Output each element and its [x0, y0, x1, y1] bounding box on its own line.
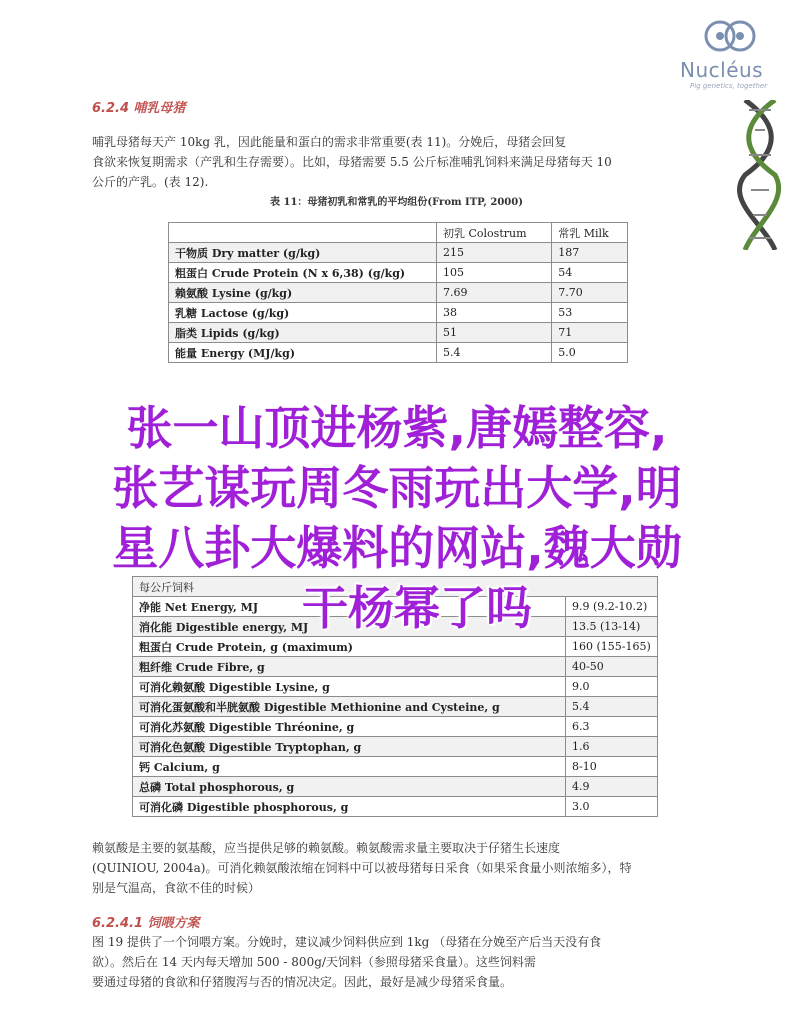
table-row — [133, 777, 658, 797]
table-cell: 53 — [552, 303, 628, 323]
table-cell: 13.5 (13-14) — [566, 617, 658, 637]
feeding-paragraph — [92, 932, 698, 992]
table-cell: 160 (155-165) — [566, 637, 658, 657]
row-label: 粗蛋白 Crude Protein (N x 6,38) (g/kg) — [169, 263, 437, 283]
table-row — [133, 637, 658, 657]
table-cell: 7.69 — [437, 283, 552, 303]
row-label: 干物质 Dry matter (g/kg) — [169, 243, 437, 263]
table-cell: 187 — [552, 243, 628, 263]
paragraph-line: 公斤的产乳。(表 12). — [92, 175, 209, 189]
row-label: 脂类 Lipids (g/kg) — [169, 323, 437, 343]
section-heading: 6.2.4 哺乳母猪 — [92, 101, 186, 116]
table-cell: 5.4 — [437, 343, 552, 363]
paragraph-line: (QUINIOU, 2004a)。可消化赖氨酸浓缩在饲料中可以被母猪每日采食（如果采食量小则浓缩多），特 — [92, 861, 632, 875]
table-cell: 215 — [437, 243, 552, 263]
table-cell: 4.9 — [566, 777, 658, 797]
paragraph-line: 别是气温高，食欲不佳的时候） — [92, 881, 261, 895]
row-label: 钙 Calcium, g — [133, 757, 566, 777]
table-cell: 9.0 — [566, 677, 658, 697]
dna-helix-icon — [735, 100, 785, 250]
row-label: 赖氨酸 Lysine (g/kg) — [169, 283, 437, 303]
table-cell: 40-50 — [566, 657, 658, 677]
paragraph-line: 食欲来恢复期需求（产乳和生存需要）。比如，母猪需要 5.5 公斤标准哺乳饲料来满足母猪每天 10 — [92, 155, 612, 169]
table-header-cell: 常乳 Milk — [552, 223, 628, 243]
table-cell: 71 — [552, 323, 628, 343]
row-label: 粗纤维 Crude Fibre, g — [133, 657, 566, 677]
row-label: 可消化赖氨酸 Digestible Lysine, g — [133, 677, 566, 697]
table-row — [169, 343, 628, 363]
table-cell: 1.6 — [566, 737, 658, 757]
paragraph-line: 要通过母猪的食欲和仔猪腹泻与否的情况决定。因此，最好是减少母猪采食量。 — [92, 975, 513, 989]
table-row — [169, 323, 628, 343]
table-row — [169, 283, 628, 303]
table-row — [133, 657, 658, 677]
table-row — [133, 797, 658, 817]
table-cell: 8-10 — [566, 757, 658, 777]
paragraph-line: 图 19 提供了一个饲喂方案。分娩时，建议减少饲料供应到 1kg （母猪在分娩至产后当天没有食 — [92, 935, 602, 949]
paragraph-line: 欲）。然后在 14 天内每天增加 500 - 800g/天饲料（参照母猪采食量）。这些饲料需 — [92, 955, 536, 969]
row-label: 可消化蛋氨酸和半胱氨酸 Digestible Methionine and Cysteine, g — [133, 697, 566, 717]
table-row — [169, 303, 628, 323]
table-row — [133, 757, 658, 777]
row-label: 净能 Net Energy, MJ — [133, 597, 566, 617]
table-row — [169, 263, 628, 283]
paragraph-line: 赖氨酸是主要的氨基酸，应当提供足够的赖氨酸。赖氨酸需求量主要取决于仔猪生长速度 — [92, 841, 561, 855]
lysine-paragraph — [92, 838, 698, 898]
row-label: 乳糖 Lactose (g/kg) — [169, 303, 437, 323]
table-header-cell — [169, 223, 437, 243]
overlay-line: 张艺谋玩周冬雨玩出大学,明 — [112, 461, 682, 515]
section-paragraph — [92, 132, 698, 192]
row-label: 消化能 Digestible energy, MJ — [133, 617, 566, 637]
table-cell: 3.0 — [566, 797, 658, 817]
table-cell: 51 — [437, 323, 552, 343]
row-label: 总磷 Total phosphorous, g — [133, 777, 566, 797]
table-cell: 9.9 (9.2-10.2) — [566, 597, 658, 617]
brand-tagline: Pig genetics, together — [690, 82, 768, 90]
overlay-line: 星八卦大爆料的网站,魏大勋 — [112, 521, 682, 575]
table-cell: 54 — [552, 263, 628, 283]
table-cell: 7.70 — [552, 283, 628, 303]
row-label: 粗蛋白 Crude Protein, g (maximum) — [133, 637, 566, 657]
nucleus-logo-icon — [690, 14, 770, 58]
table-cell: 38 — [437, 303, 552, 323]
table-row — [133, 677, 658, 697]
table-cell: 105 — [437, 263, 552, 283]
row-label: 能量 Energy (MJ/kg) — [169, 343, 437, 363]
overlay-line: 干杨幂了吗 — [302, 581, 532, 635]
table-header-cell: 初乳 Colostrum — [437, 223, 552, 243]
table-row — [133, 697, 658, 717]
row-label: 可消化磷 Digestible phosphorous, g — [133, 797, 566, 817]
colostrum-milk-table — [168, 222, 628, 363]
table-header-row — [169, 223, 628, 243]
table-caption: 表 11：母猪初乳和常乳的平均组份(From ITP, 2000) — [270, 197, 523, 208]
overlay-headline — [0, 398, 794, 638]
table-row — [133, 737, 658, 757]
row-label: 可消化色氨酸 Digestible Tryptophan, g — [133, 737, 566, 757]
overlay-line: 张一山顶进杨紫,唐嫣整容, — [126, 401, 668, 455]
row-label: 可消化苏氨酸 Digestible Thréonine, g — [133, 717, 566, 737]
table-cell: 5.4 — [566, 697, 658, 717]
table-cell: 5.0 — [552, 343, 628, 363]
table-row — [169, 243, 628, 263]
paragraph-line: 哺乳母猪每天产 10kg 乳，因此能量和蛋白的需求非常重要(表 11)。分娩后，母猪会回复 — [92, 135, 567, 149]
table-row — [133, 717, 658, 737]
brand-name: Nucléus — [680, 58, 764, 82]
subsection-heading: 6.2.4.1 饲喂方案 — [92, 916, 200, 931]
table-header-cell: 每公斤饲料 — [133, 577, 658, 597]
table-cell: 6.3 — [566, 717, 658, 737]
